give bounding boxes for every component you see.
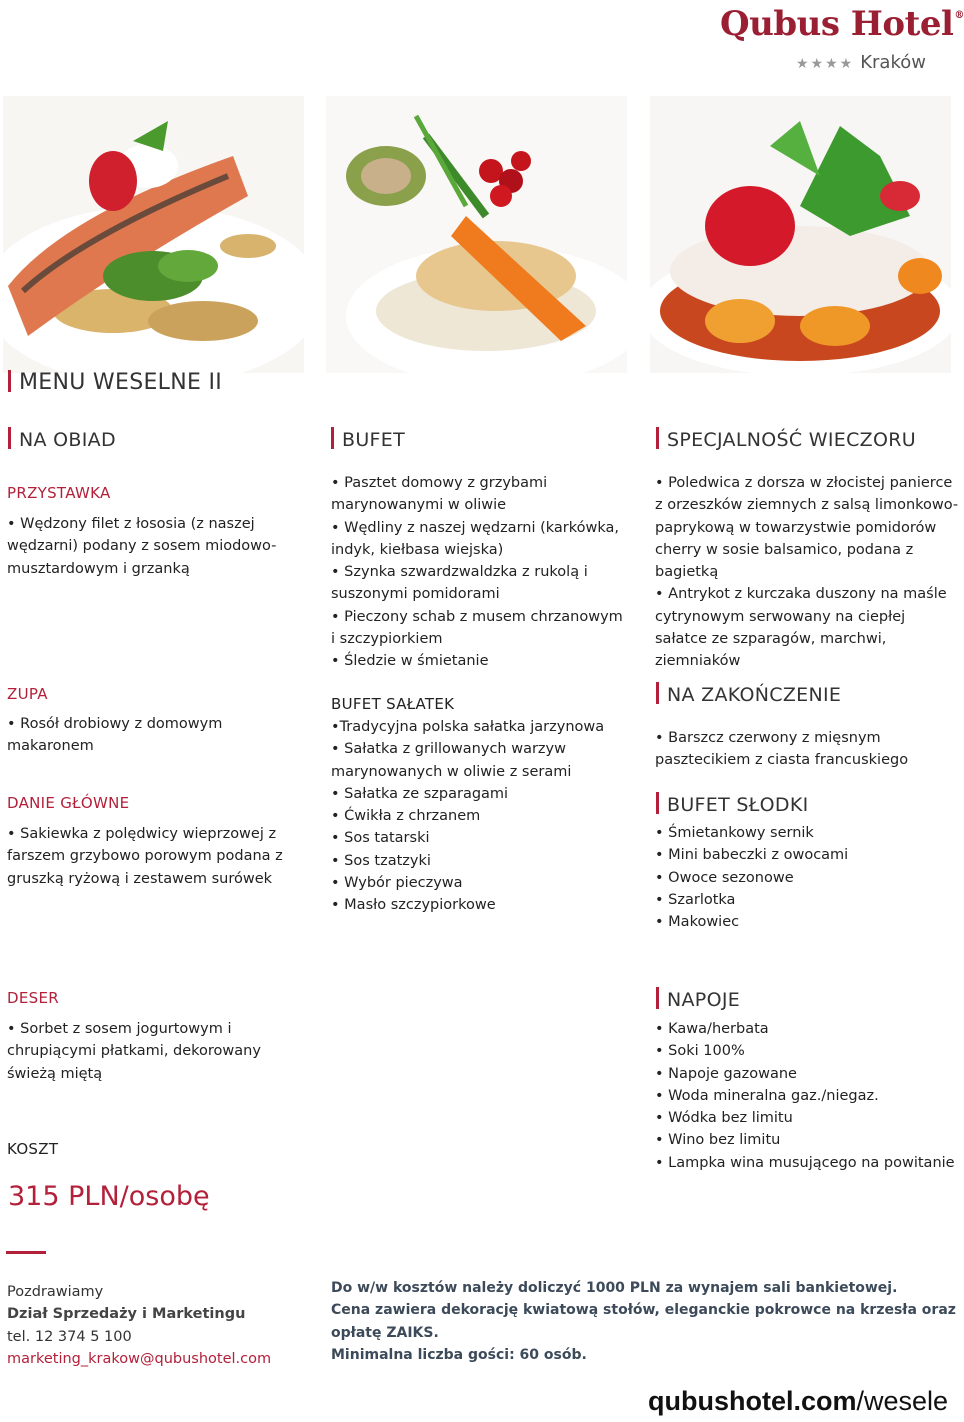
list-item: • Napoje gazowane — [655, 1063, 960, 1085]
list-specjalnosc — [655, 472, 960, 673]
list-danie-glowne — [7, 823, 297, 890]
list-item: • Szarlotka — [655, 889, 960, 911]
list-na-zakonczenie — [655, 727, 960, 772]
list-item: • Rosół drobiowy z domowym makaronem — [7, 713, 307, 758]
list-zupa — [7, 713, 307, 758]
heading-text: NA ZAKOŃCZENIE — [667, 684, 842, 706]
heading-accent-bar — [656, 987, 659, 1009]
contact-phone[interactable]: tel. 12 374 5 100 — [7, 1328, 132, 1345]
list-item: • Sorbet z sosem jogurtowym i chrupiącymi płatkami, dekorowany świeżą miętą — [7, 1018, 307, 1085]
list-item: • Tradycyjna polska sałatka jarzynowa — [331, 716, 626, 738]
cost-label: KOSZT — [7, 1140, 59, 1158]
list-item: • Wódka bez limitu — [655, 1107, 960, 1129]
contact-greeting: Pozdrawiamy — [7, 1284, 104, 1300]
list-item: • Śledzie w śmietanie — [331, 650, 626, 672]
heading-accent-bar — [656, 682, 659, 704]
list-deser — [7, 1018, 307, 1085]
list-item: • Sałatka z grillowanych warzyw marynowanych w oliwie z serami — [331, 738, 626, 783]
list-item: • Wędzony filet z łososia (z naszej wędzarni) podany z sosem miodowo-musztardowym i grzanką — [7, 513, 297, 580]
category-deser: DESER — [7, 989, 59, 1007]
list-item: • Barszcz czerwony z mięsnym pasztecikiem z ciasta francuskiego — [655, 727, 960, 772]
website-path: /wesele — [856, 1386, 949, 1416]
list-item: • Pasztet domowy z grzybami marynowanymi w oliwie — [331, 472, 626, 517]
cost-value: 315 PLN/osobę — [8, 1181, 210, 1212]
list-item: • Masło szczypiorkowe — [331, 894, 626, 916]
list-item: • Woda mineralna gaz./niegaz. — [655, 1085, 960, 1107]
heading-accent-bar — [331, 427, 334, 449]
hotel-city: Kraków — [860, 52, 926, 73]
list-item: • Wino bez limitu — [655, 1129, 960, 1151]
contact-department: Dział Sprzedaży i Marketingu — [7, 1306, 246, 1323]
hotel-logo-subtitle — [796, 52, 926, 73]
heading-text: NAPOJE — [667, 989, 741, 1011]
photo-salmon-dish — [3, 96, 304, 373]
list-item: • Kawa/herbata — [655, 1018, 960, 1040]
list-item: • Sos tzatzyki — [331, 850, 626, 872]
heading-accent-bar — [8, 427, 11, 449]
heading-accent-bar — [8, 370, 11, 392]
list-item: • Wybór pieczywa — [331, 872, 626, 894]
menu-title-text: MENU WESELNE II — [19, 370, 223, 395]
category-bufet-salatek: BUFET SAŁATEK — [331, 695, 455, 713]
list-item: • Wędliny z naszej wędzarni (karkówka, indyk, kiełbasa wiejska) — [331, 517, 626, 562]
website-link[interactable] — [648, 1386, 948, 1417]
list-item: • Szynka szwardzwaldzka z rukolą i suszonymi pomidorami — [331, 561, 626, 606]
hotel-logo-name: Qubus Hotel — [720, 4, 954, 44]
heading-text: BUFET — [342, 429, 405, 451]
list-item: • Soki 100% — [655, 1040, 960, 1062]
contact-block — [7, 1281, 317, 1370]
list-item: • Owoce sezonowe — [655, 867, 960, 889]
menu-title — [8, 370, 222, 395]
list-item: • Pieczony schab z musem chrzanowym i szczypiorkiem — [331, 606, 626, 651]
category-danie-glowne: DANIE GŁÓWNE — [7, 794, 130, 812]
photo-dessert-dish — [650, 96, 951, 373]
list-item: • Ćwikła z chrzanem — [331, 805, 626, 827]
hotel-stars-icon: ★★★★ — [796, 56, 855, 72]
heading-text: BUFET SŁODKI — [667, 794, 809, 816]
list-item: • Antrykot z kurczaka duszony na maśle cytrynowym serwowany na ciepłej sałatce ze szparagów, marchwi, ziemniaków — [655, 583, 960, 672]
list-item: • Makowiec — [655, 911, 960, 933]
list-napoje — [655, 1018, 960, 1174]
heading-bufet-slodki — [656, 792, 809, 816]
divider-line — [6, 1251, 46, 1254]
heading-na-zakonczenie — [656, 682, 841, 706]
list-przystawka — [7, 513, 297, 580]
heading-accent-bar — [656, 792, 659, 814]
list-item: • Poledwica z dorsza w złocistej panierce z orzeszków ziemnych z salsą limonkowo-paprykową w towarzystwie pomidorów cherry w sosie balsamico, podana z bagietką — [655, 472, 960, 583]
contact-email-link[interactable]: marketing_krakow@qubushotel.com — [7, 1350, 272, 1367]
heading-text: SPECJALNOŚĆ WIECZORU — [667, 429, 916, 451]
category-zupa: ZUPA — [7, 685, 48, 703]
list-bufet-slodki — [655, 822, 960, 933]
list-item: • Sos tatarski — [331, 827, 626, 849]
list-item: • Lampka wina musującego na powitanie — [655, 1152, 960, 1174]
registered-mark: ® — [954, 10, 964, 21]
hotel-logo — [720, 4, 964, 44]
list-item: • Sakiewka z polędwicy wieprzowej z farszem grzybowo porowym podana z gruszką ryżową i zestawem surówek — [7, 823, 297, 890]
pricing-notes — [331, 1277, 956, 1366]
heading-accent-bar — [656, 427, 659, 449]
photo-chicken-dish — [326, 96, 627, 373]
heading-text: NA OBIAD — [19, 429, 116, 451]
category-przystawka: PRZYSTAWKA — [7, 484, 111, 502]
list-bufet-salatek — [331, 716, 626, 917]
note-line: Do w/w kosztów należy doliczyć 1000 PLN za wynajem sali bankietowej. — [331, 1280, 898, 1296]
website-domain: qubushotel.com — [648, 1386, 857, 1416]
heading-napoje — [656, 987, 740, 1011]
list-item: • Sałatka ze szparagami — [331, 783, 626, 805]
heading-specjalnosc-wieczoru — [656, 427, 916, 451]
list-bufet — [331, 472, 626, 673]
list-item: • Mini babeczki z owocami — [655, 844, 960, 866]
heading-bufet — [331, 427, 405, 451]
list-item: • Śmietankowy sernik — [655, 822, 960, 844]
note-line: Cena zawiera dekorację kwiatową stołów, eleganckie pokrowce na krzesła oraz opłatę ZAIKS. — [331, 1302, 956, 1341]
heading-na-obiad — [8, 427, 116, 451]
note-line: Minimalna liczba gości: 60 osób. — [331, 1346, 587, 1363]
